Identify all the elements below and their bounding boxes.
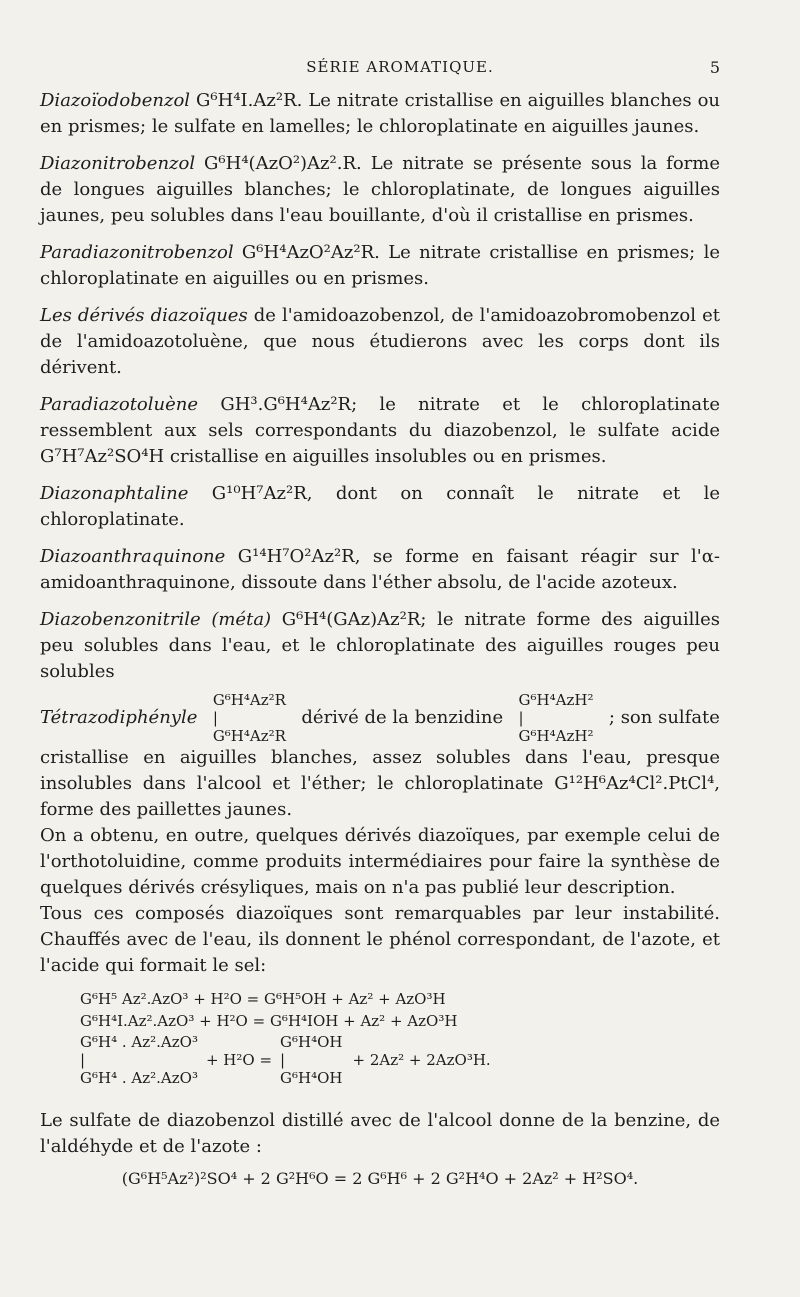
equations-block <box>80 989 720 1087</box>
tetra-stacked-formula: G⁶H⁴Az²R | G⁶H⁴Az²R <box>212 691 286 745</box>
paragraph-diazonitrobenzol <box>40 151 720 229</box>
paragraph-text: G⁶H⁴(GAz)Az²R; le nitrate forme des aiguilles peu solubles dans l'eau, et le chloroplatinate des aiguilles rouges peu solubles <box>40 609 720 682</box>
paragraph-derives-diazoiques <box>40 303 720 381</box>
paragraph-text: G⁶H⁴(AzO²)Az².R. Le nitrate se présente sous la forme de longues aiguilles blanches; le chloroplatinate, de longues aiguilles jaunes, peu solubles dans l'eau bouillante, d'où il cristallise en prismes. <box>40 153 720 226</box>
paragraph-sulfate-distille: Le sulfate de diazobenzol distillé avec de l'alcool donne de la benzine, de l'aldéhyde et de l'azote : <box>40 1110 720 1157</box>
paragraph-text: G⁶H⁴AzO²Az²R. Le nitrate cristallise en prismes; le chloroplatinate en aiguilles ou en prismes. <box>40 242 720 289</box>
paragraph-diazoanthraquinone <box>40 544 720 596</box>
compound-name: Tétrazodiphényle <box>40 707 198 728</box>
compound-name: Diazoanthraquinone <box>40 546 226 567</box>
paragraph-text: G¹⁴H⁷O²Az²R, se forme en faisant réagir sur l'α-amidoanthraquinone, dissoute dans l'éther absolu, de l'acide azoteux. <box>40 546 720 593</box>
tetrazodiphenyle-formula <box>40 691 720 745</box>
paragraph-paradiazonitrobenzol <box>40 240 720 292</box>
paragraph-instabilite: Tous ces composés diazoïques sont remarquables par leur instabilité. Chauffés avec de l'eau, ils donnent le phénol correspondant, de l'azote, et l'acide qui formait le sel: <box>40 903 720 976</box>
compound-name: Diazonitrobenzol <box>40 153 196 174</box>
page-header <box>0 58 800 82</box>
compound-name: Diazonaphtaline <box>40 483 189 504</box>
paragraph-paradiazotoluene <box>40 392 720 470</box>
paragraph-text: G⁶H⁴I.Az²R. Le nitrate cristallise en aiguilles blanches ou en prismes; le sulfate en lamelles; le chloroplatinate en aiguilles jaunes. <box>40 90 720 137</box>
paragraph-diazonaphtaline <box>40 481 720 533</box>
equation-2: G⁶H⁴I.Az².AzO³ + H²O = G⁶H⁴IOH + Az² + AzO³H <box>80 1012 458 1030</box>
paragraph-text: GH³.G⁶H⁴Az²R; le nitrate et le chloroplatinate ressemblent aux sels correspondants du diazobenzol, le sulfate acide G⁷H⁷Az²SO⁴H cristallise en aiguilles insolubles ou en prismes. <box>40 394 720 467</box>
paragraph-tetrazo-continued: cristallise en aiguilles blanches, assez solubles dans l'eau, presque insolubles dans l'alcool et l'éther; le chloroplatinate G¹²H⁶Az⁴Cl².PtCl⁴, forme des paillettes jaunes. <box>40 747 720 820</box>
compound-name: Paradiazotoluène <box>40 394 199 415</box>
benzidine-stacked-formula: G⁶H⁴AzH² | G⁶H⁴AzH² <box>518 691 594 745</box>
paragraph-diazobenzonitrile <box>40 607 720 685</box>
paragraph-diazoiodobenzol <box>40 88 720 140</box>
compound-name: Diazoïodobenzol <box>40 90 191 111</box>
equation-1: G⁶H⁵ Az².AzO³ + H²O = G⁶H⁵OH + Az² + AzO³H <box>80 990 446 1008</box>
compound-name: Paradiazonitrobenzol <box>40 242 234 263</box>
running-title: SÉRIE AROMATIQUE. <box>306 58 494 76</box>
compound-name: Les dérivés diazoïques <box>40 305 248 326</box>
page-body <box>40 88 720 1190</box>
paragraph-orthotoluidine: On a obtenu, en outre, quelques dérivés diazoïques, par exemple celui de l'orthotoluidine, comme produits intermédiaires pour faire la synthèse de quelques dérivés crésyliques, mais on n'a pas publié leur description. <box>40 825 720 898</box>
tetra-middle-text: dérivé de la benzidine <box>301 707 504 728</box>
paragraph-text: G¹⁰H⁷Az²R, dont on connaît le nitrate et le chloroplatinate. <box>40 483 720 530</box>
compound-name: Diazobenzonitrile (méta) <box>40 609 272 630</box>
tetra-end-text: ; son sulfate <box>608 707 720 728</box>
page-number: 5 <box>709 58 720 77</box>
equation-3: G⁶H⁴ . Az².AzO³ | G⁶H⁴ . Az².AzO³ + H²O = G⁶H⁴OH | G⁶H⁴OH + 2Az² + 2AzO³H. <box>80 1033 491 1087</box>
equation-4: (G⁶H⁵Az²)²SO⁴ + 2 G²H⁶O = 2 G⁶H⁶ + 2 G²H⁴O + 2Az² + H²SO⁴. <box>121 1169 639 1188</box>
paragraph-text: de l'amidoazobenzol, de l'amidoazobromobenzol et de l'amidoazotoluène, que nous étudierons avec les corps dont ils dérivent. <box>40 305 720 378</box>
